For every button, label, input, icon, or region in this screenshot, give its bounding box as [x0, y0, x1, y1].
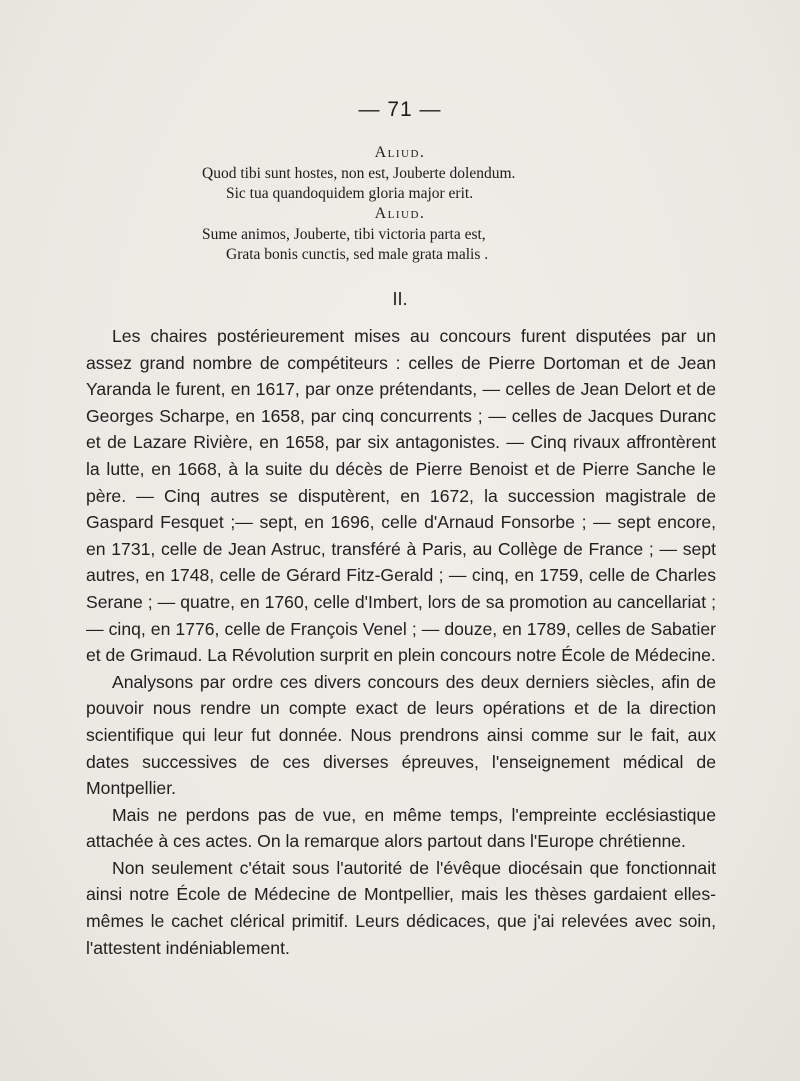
verse-heading: Aliud.: [374, 205, 426, 222]
paragraph: Non seulement c'était sous l'autorité de l'évêque diocésain que fonctionnait ainsi notre École de Médecine de Montpellier, mais les thèses gardaient elles-mêmes le cachet clérical primitif. Leurs dédicaces, que j'ai relevées avec soin, l'attestent indéniablement.: [86, 857, 716, 958]
paragraph: Les chaires postérieurement mises au concours furent disputées par un assez grand nombre de compétiteurs : celles de Pierre Dortoman et de Jean Yaranda le furent, en 1617, par onze prétendants, — celles de Jean Delort et de Georges Scharpe, en 1658, par cinq concurrents ; — celles de Jacques Duranc et de Lazare Rivière, en 1658, par six antagonistes. — Cinq rivaux affrontèrent la lutte, en 1668, à la suite du décès de Pierre Benoist et de Pierre Sanche le père. — Cinq autres se disputèrent, en 1672, la succession magistrale de Gaspard Fesquet ;— sept, en 1696, celle d'Arnaud Fonsorbe ; — sept encore, en 1731, celle de Jean Astruc, transféré à Paris, au Collège de France ; — sept autres, en 1748, celle de Gérard Fitz-Gerald ; — cinq, en 1759, celle de Charles Serane ; — quatre, en 1760, celle d'Imbert, lors de sa promotion au cancellariat ; — cinq, en 1776, celle de François Venel ; — douze, en 1789, celles de Sabatier et de Grimaud. La Révolution surprit en plein concours notre École de Médecine.: [86, 326, 716, 666]
paragraph: Analysons par ordre ces divers concours des deux derniers siècles, afin de pouvoir nous rendre un compte exact de leurs opérations et de la direction scientifique qui leur fut donnée. Nous prendrons ainsi comme sur le fait, aux dates successives de ces diverses épreuves, l'enseignement médical de Montpellier.: [86, 671, 716, 799]
section-number: II.: [392, 289, 408, 309]
verse-line: Grata bonis cunctis, sed male grata malis .: [226, 246, 489, 263]
body-text: [86, 323, 716, 961]
verse-line: Sic tua quandoquidem gloria major erit.: [226, 185, 474, 202]
verse-line: Quod tibi sunt hostes, non est, Jouberte dolendum.: [202, 165, 516, 182]
paragraph: Mais ne perdons pas de vue, en même temps, l'empreinte ecclésiastique attachée à ces actes. On la remarque alors partout dans l'Europe chrétienne.: [86, 804, 716, 852]
verse-line: Sume animos, Jouberte, tibi victoria parta est,: [202, 226, 486, 243]
page-number: — 71 —: [358, 98, 442, 121]
verse-heading: Aliud.: [374, 144, 426, 161]
